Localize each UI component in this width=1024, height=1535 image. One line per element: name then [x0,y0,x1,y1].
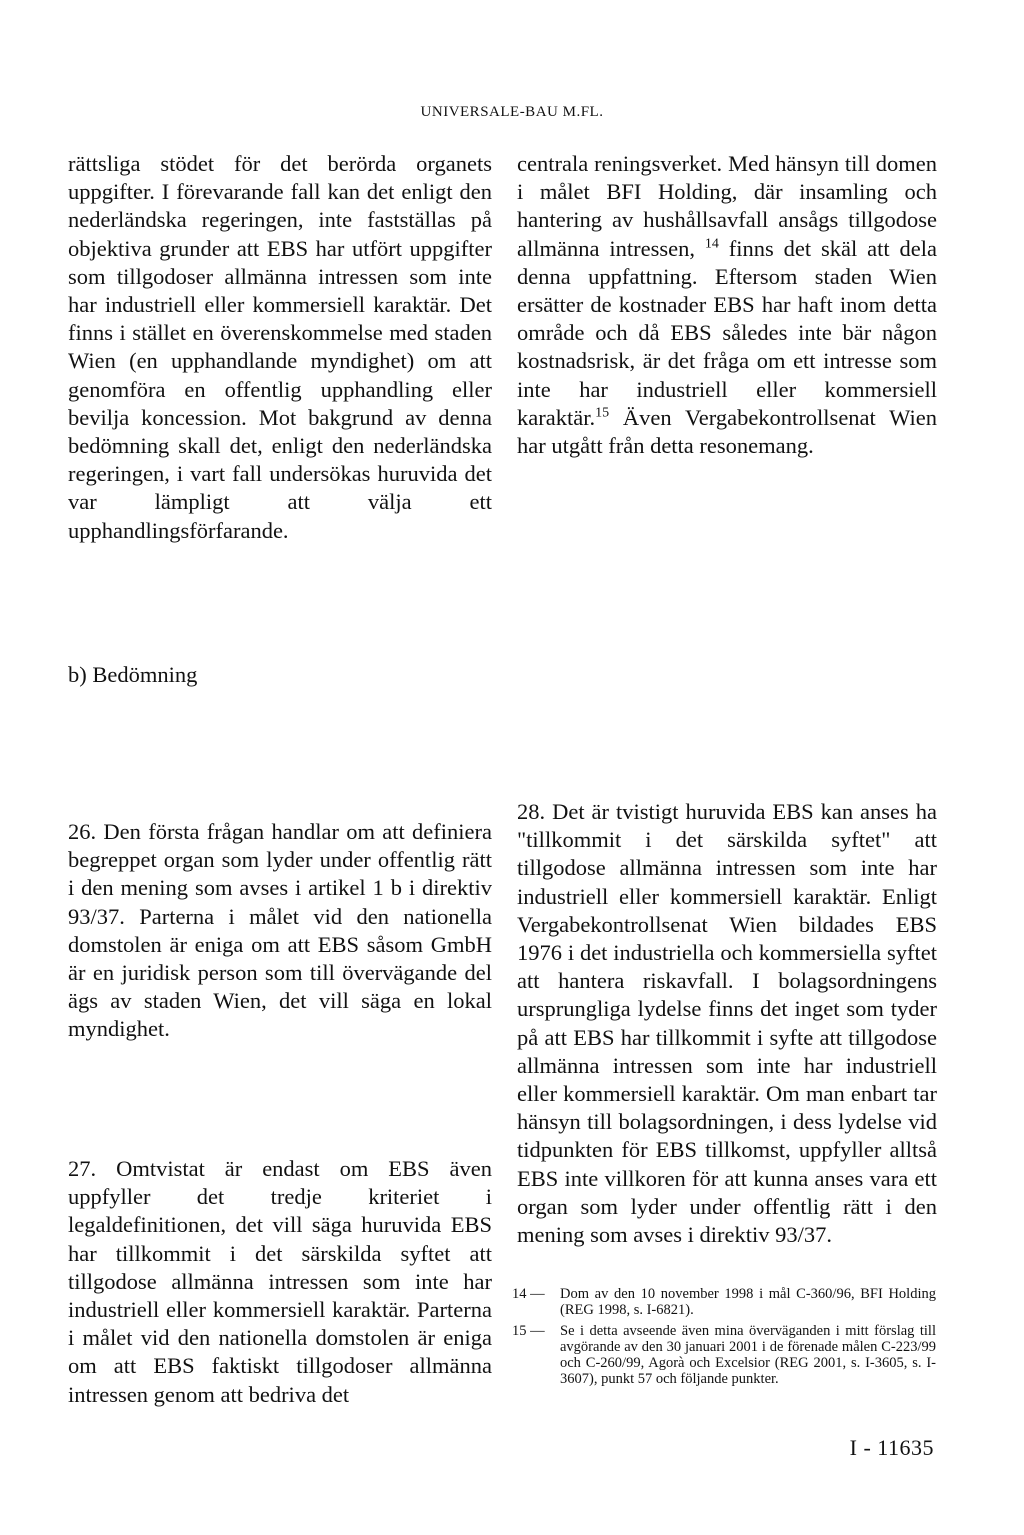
footnote-14 [512,1286,936,1318]
text-segment: Även Vergabekontrollsenat Wien har utgått från detta resonemang. [517,404,937,459]
paragraph-26 [68,818,492,1044]
left-top-paragraph [68,150,492,545]
running-header: UNIVERSALE-BAU M.FL. [420,104,604,120]
paragraph-27-text: 27. Omtvistat är endast om EBS även uppfyller det tredje kriteriet i legaldefinitionen, det vill säga huruvida EBS har tillkommit i det särskilda syftet att tillgodose allmänna intressen som inte har industriell eller kommersiell karaktär. Parterna i målet vid den nationella domstolen är eniga om att EBS faktiskt tillgodoser allmänna intressen genom att bedriva det [68,1156,492,1407]
right-top-paragraph [517,150,937,460]
footnote-number: 14 — [512,1286,545,1302]
paragraph-28-text: 28. Det är tvistigt huruvida EBS kan anses ha "tillkommit i det särskilda syftet" att tillgodose allmänna intressen som inte har industriell eller kommersiell karaktär. Enligt Vergabekontrollsenat Wien bildades EBS 1976 i det industriella och kommersiella syftet att hantera riskavfall. I bolagsordningens ursprungliga lydelse finns det inget som tyder på att EBS har tillkommit i syfte att tillgodose allmänna intressen som inte har industriell eller kommersiell karaktär. Om man enbart tar hänsyn till bolagsordningen, i dess lydelse vid tidpunkten för EBS tillkomst, uppfyller alltså EBS inte villkoren för att kunna anses vara ett organ som lyder under offentlig rätt i den mening som avses i direktiv 93/37. [517,799,937,1248]
footnote-text: Se i detta avseende även mina överväganden i mitt förslag till avgörande av den 30 januari 2001 i de förenade målen C-223/99 och C-260/99, Agorà och Excelsior (REG 2001, s. I-3605, s. I-3607), punkt 57 och följande punkter. [560,1323,936,1387]
footnote-text: Dom av den 10 november 1998 i mål C-360/96, BFI Holding (REG 1998, s. I-6821). [560,1286,936,1318]
footnote-number: 15 — [512,1323,545,1339]
paragraph-26-text: 26. Den första frågan handlar om att definiera begreppet organ som lyder under offentlig rätt i den mening som avses i artikel 1 b i direktiv 93/37. Parterna i målet vid den nationella domstolen är eniga om att EBS såsom GmbH är en juridisk person som till övervägande del ägs av staden Wien, det vill säga en lokal myndighet. [68,819,492,1042]
paragraph-continuation: rättsliga stödet för det berörda organets uppgifter. I förevarande fall kan det enligt den nederländska regeringen, inte fastställas på objektiva grunder att EBS har utfört uppgifter som tillgodoser allmänna intressen som inte har industriell eller kommersiell karaktär. Det finns i stället en överenskommelse med staden Wien (en upphandlande myndighet) om att genomföra en offentlig upphandling eller bevilja koncession. Mot bakgrund av denna bedömning skall det, enligt den nederländska regeringen, i vart fall undersökas huruvida det var lämpligt att välja ett upphandlingsförfarande. [68,151,492,543]
section-heading: b) Bedömning [68,662,198,687]
footnote-ref-14: 14 [704,236,719,252]
footnote-ref-15: 15 [595,405,610,421]
text-segment: centrala reningsverket. Med hänsyn till domen i målet BFI Holding, där insamling och hantering av hushållsavfall ansågs tillgodose allmänna intressen, [517,151,937,261]
paragraph-continuation-right [517,150,937,460]
page-number: I - 11635 [849,1435,934,1460]
paragraph-27 [68,1155,492,1409]
footnotes [512,1286,936,1392]
footnote-15 [512,1323,936,1387]
text-segment: finns det skäl att dela denna uppfattning. Eftersom staden Wien ersätter de kostnader EBS har haft inom detta område och då EBS således inte bär någon kostnadsrisk, är det fråga om ett intresse som inte har industriell eller kommersiell karaktär. [517,235,937,430]
paragraph-28 [517,798,937,1249]
